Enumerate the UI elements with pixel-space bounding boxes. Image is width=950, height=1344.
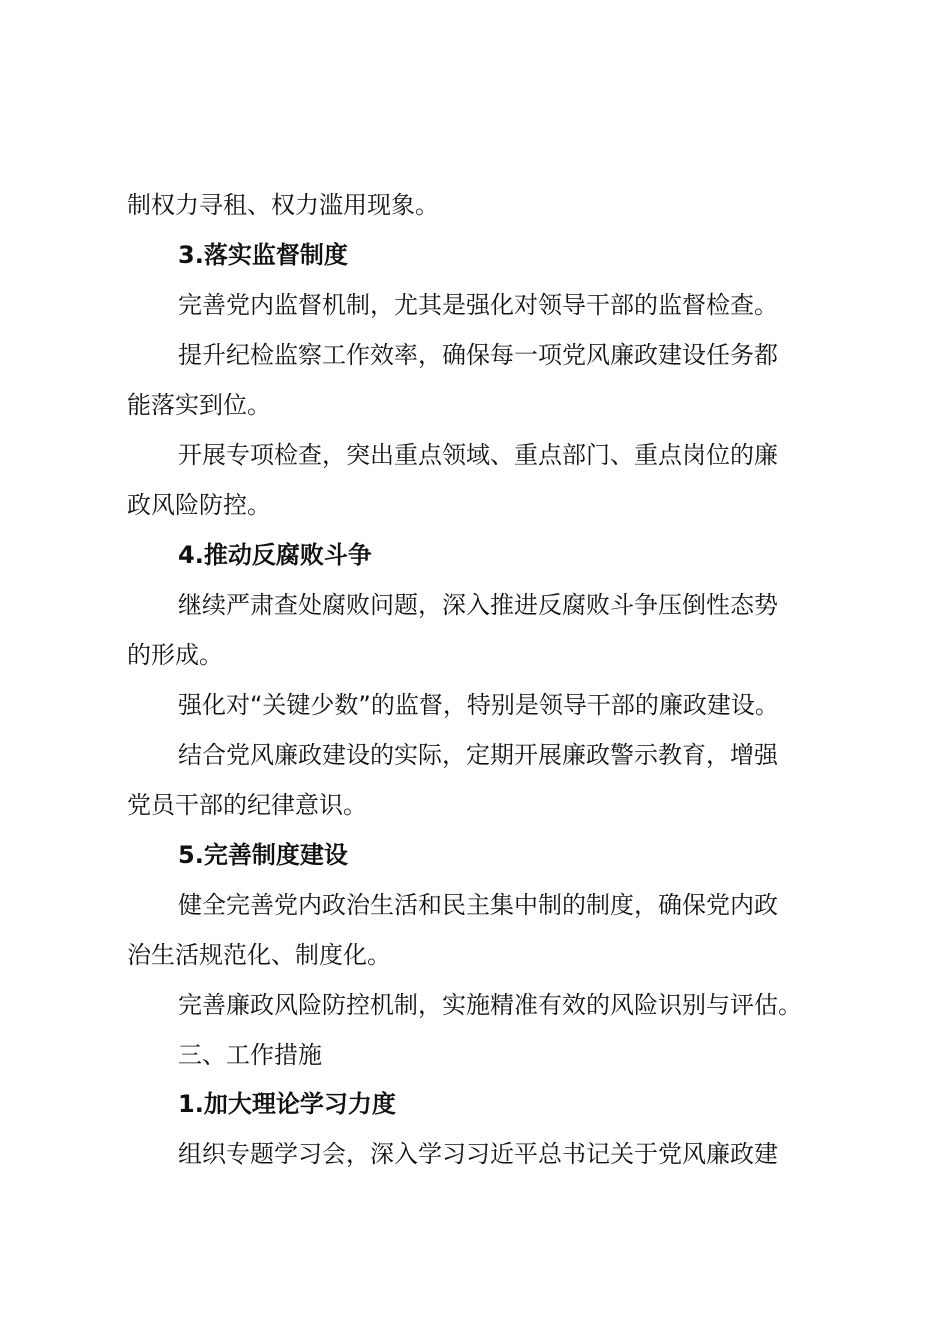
- paragraph-line: 完善廉政风险防控机制，实施精准有效的风险识别与评估。: [178, 991, 802, 1019]
- paragraph-line: 结合党风廉政建设的实际，定期开展廉政警示教育，增强: [178, 741, 778, 769]
- paragraph-line: 能落实到位。: [127, 391, 271, 419]
- chapter-heading: 三、工作措施: [178, 1041, 322, 1069]
- paragraph-line: 制权力寻租、权力滥用现象。: [127, 191, 439, 219]
- paragraph-line: 提升纪检监察工作效率，确保每一项党风廉政建设任务都: [178, 341, 778, 369]
- paragraph-line: 继续严肃查处腐败问题，深入推进反腐败斗争压倒性态势: [178, 591, 778, 619]
- paragraph-line: 开展专项检查，突出重点领域、重点部门、重点岗位的廉: [178, 441, 778, 469]
- paragraph-line: 完善党内监督机制，尤其是强化对领导干部的监督检查。: [178, 291, 778, 319]
- section-heading: 5.完善制度建设: [178, 841, 348, 869]
- paragraph-line: 健全完善党内政治生活和民主集中制的制度，确保党内政: [178, 891, 778, 919]
- paragraph-line: 政风险防控。: [127, 491, 271, 519]
- paragraph-line: 的形成。: [127, 641, 223, 669]
- paragraph-line: 治生活规范化、制度化。: [127, 941, 391, 969]
- paragraph-line: 强化对“关键少数”的监督，特别是领导干部的廉政建设。: [178, 691, 779, 719]
- section-heading: 1.加大理论学习力度: [178, 1090, 396, 1118]
- section-heading: 3.落实监督制度: [178, 241, 348, 269]
- section-heading: 4.推动反腐败斗争: [178, 541, 372, 569]
- paragraph-line: 组织专题学习会，深入学习习近平总书记关于党风廉政建: [178, 1140, 778, 1168]
- paragraph-line: 党员干部的纪律意识。: [127, 791, 367, 819]
